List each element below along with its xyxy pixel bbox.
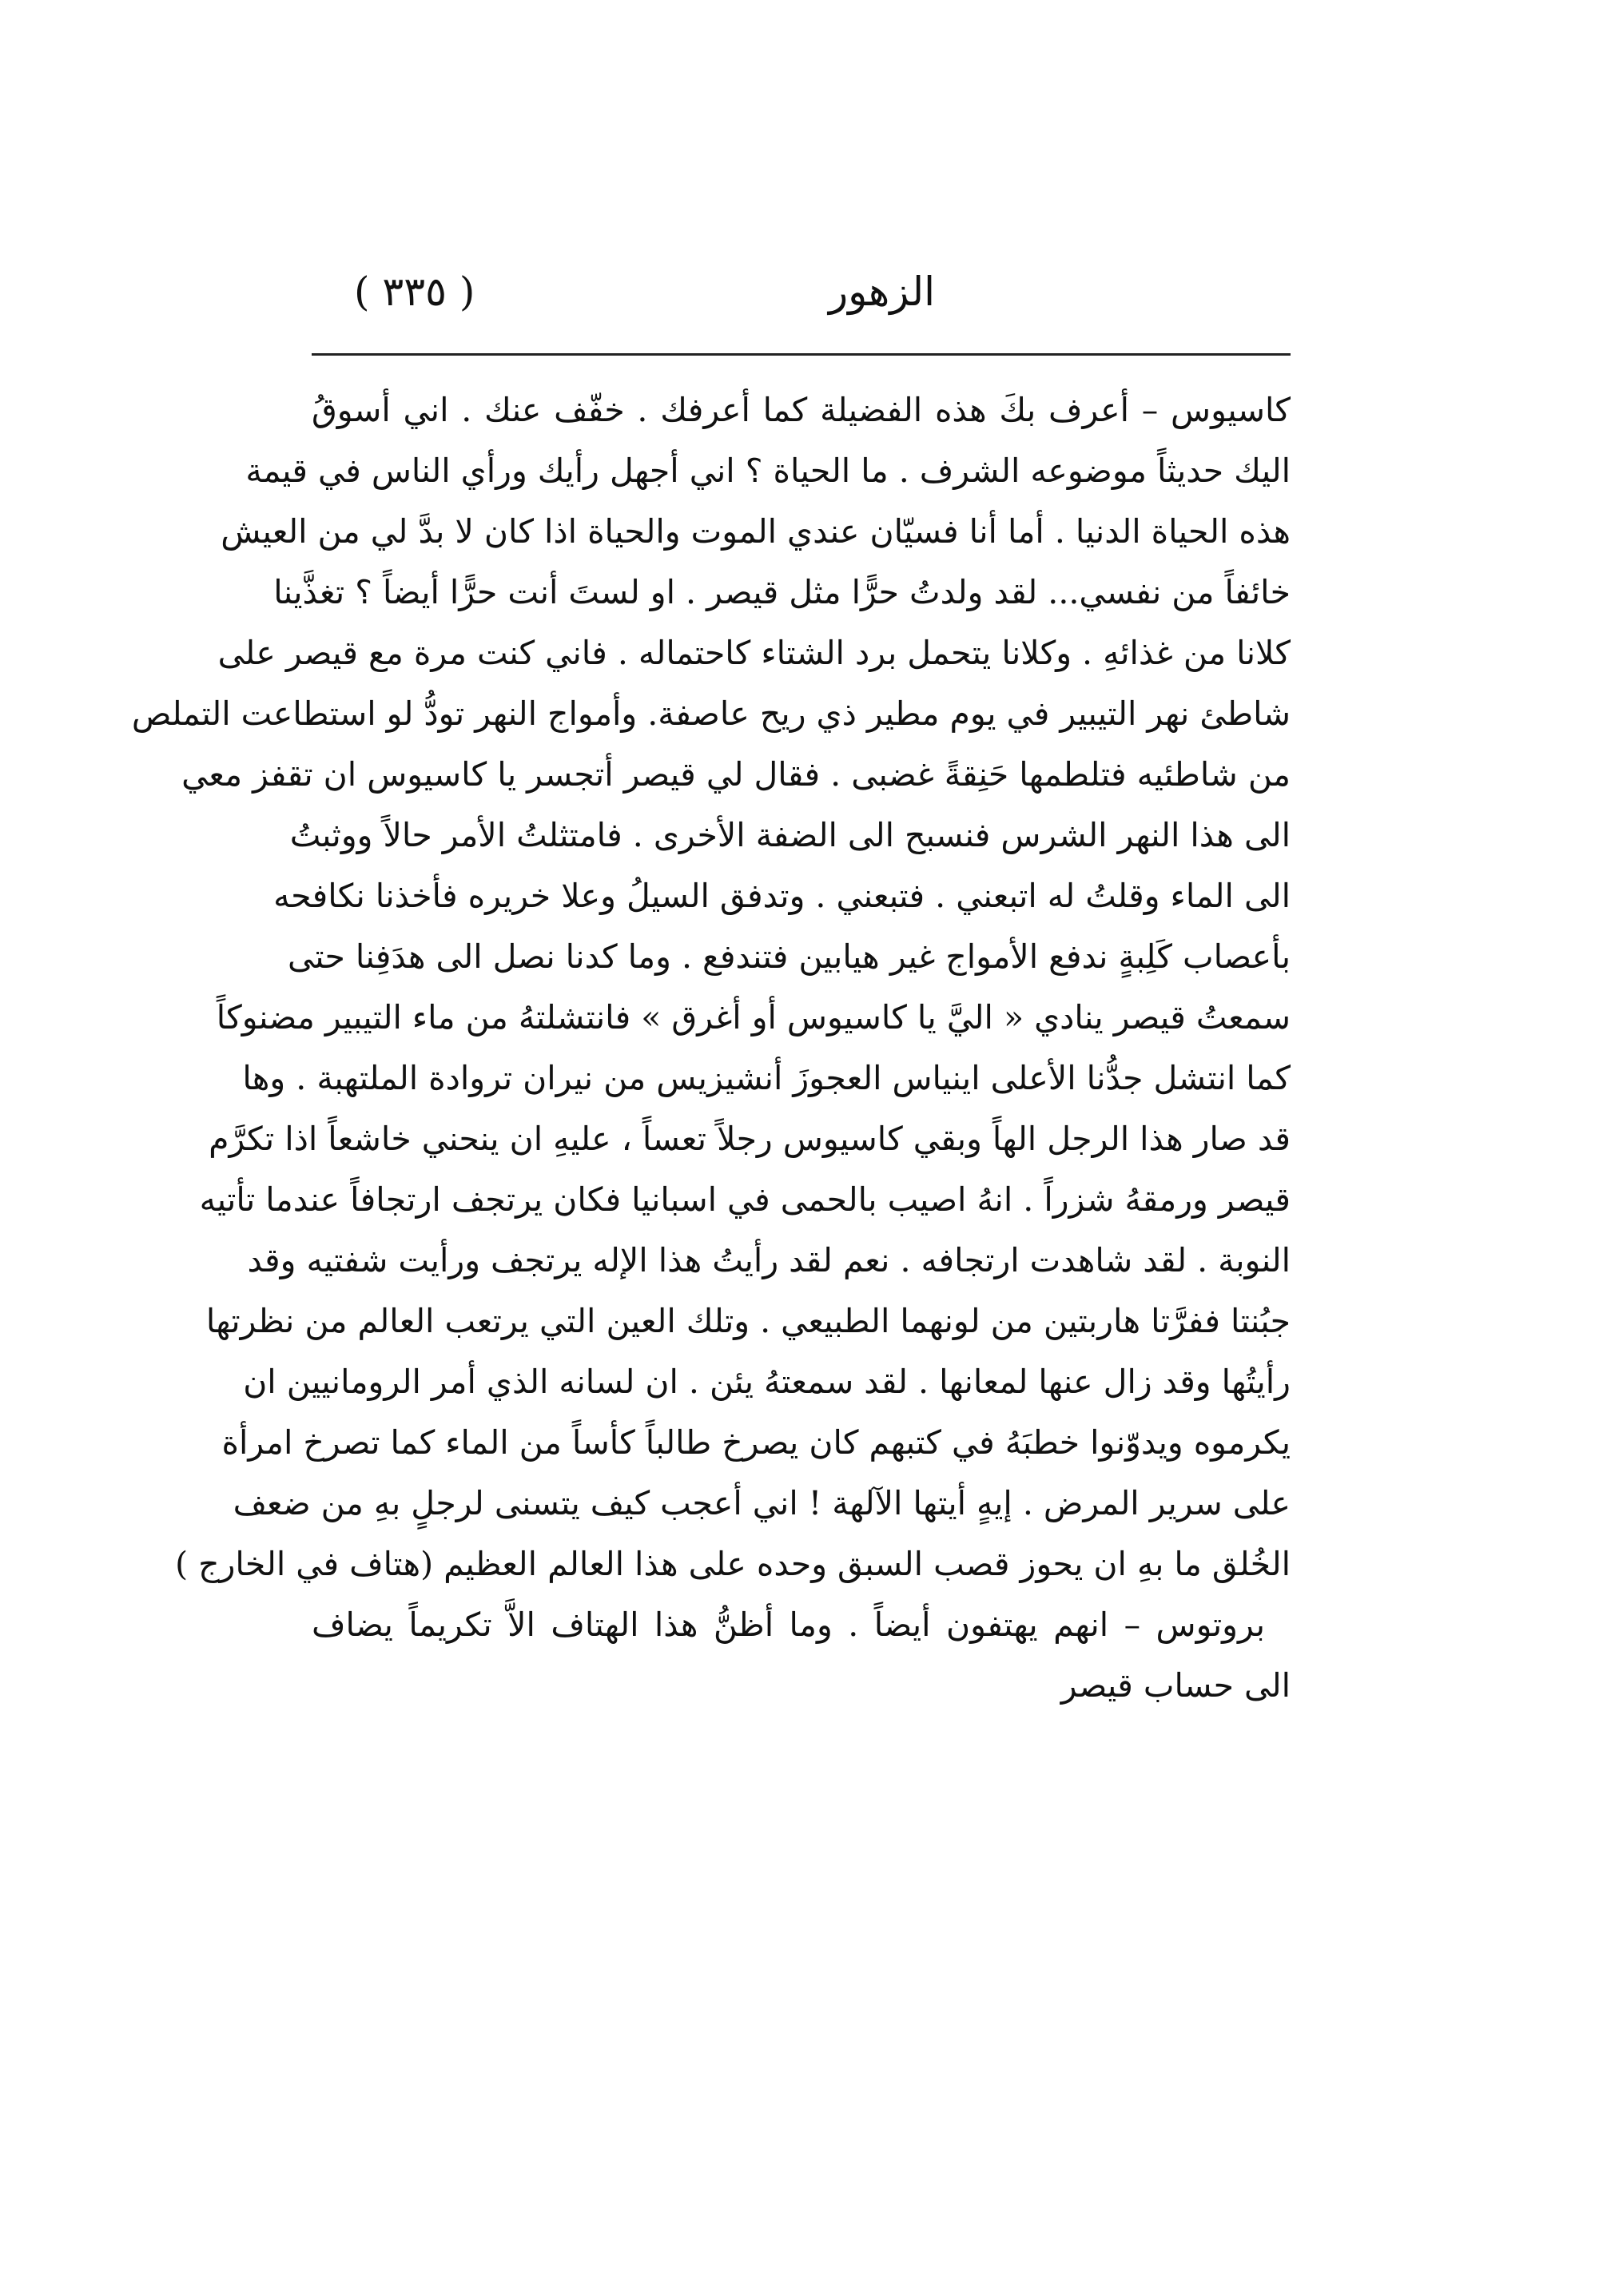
text-line: يكرموه ويدوّنوا خطبَهُ في كتبهم كان يصرخ طالباً كأساً من الماء كما تصرخ امرأة xyxy=(221,1423,1291,1462)
text-line: الخُلق ما بهِ ان يحوز قصب السبق وحده على هذا العالم العظيم (هتاف في الخارج ) xyxy=(175,1545,1291,1583)
text-line: سمعتُ قيصر ينادي « اليَّ يا كاسيوس أو أغرق » فانتشلتهُ من ماء التيبير مضنوكاً xyxy=(216,998,1291,1037)
text-line: بروتوس – انهم يهتفون أيضاً . وما أظنُّ هذا الهتاف الاَّ تكريماً يضاف xyxy=(312,1606,1265,1644)
text-line: الى هذا النهر الشرس فنسبح الى الضفة الأخرى . فامتثلتُ الأمر حالاً ووثبتُ xyxy=(289,816,1291,854)
text-line: من شاطئيه فتلطمها حَنِقةً غضبى . فقال لي قيصر أتجسر يا كاسيوس ان تقفز معي xyxy=(181,755,1291,794)
body-text xyxy=(131,380,1291,1716)
text-line: هذه الحياة الدنيا . أما أنا فسيّان عندي الموت والحياة اذا كان لا بدَّ لي من العيش xyxy=(221,512,1291,551)
text-line: الى حساب قيصر xyxy=(1060,1666,1291,1705)
page-header xyxy=(316,244,1287,340)
text-line: خائفاً من نفسي... لقد ولدتُ حرًّا مثل قيصر . او لستَ أنت حرًّا أيضاً ؟ تغذَّينا xyxy=(273,573,1291,611)
text-line: جبُنتا ففرَّتا هاربتين من لونهما الطبيعي . وتلك العين التي يرتعب العالم من نظرتها xyxy=(205,1302,1291,1340)
text-line: رأيتُها وقد زال عنها لمعانها . لقد سمعتهُ يئن . ان لسانه الذي أمر الرومانيين ان xyxy=(243,1363,1291,1401)
page-title: الزهور xyxy=(828,269,935,315)
text-line: الى الماء وقلتُ له اتبعني . فتبعني . وتدفق السيلُ وعلا خريره فأخذنا نكافحه xyxy=(273,877,1291,915)
text-line: بأعصاب كَلِبةٍ ندفع الأمواج غير هيابين فتندفع . وما كدنا نصل الى هدَفِنا حتى xyxy=(287,937,1291,976)
header-divider xyxy=(312,353,1291,356)
text-line: قيصر ورمقهُ شزراً . انهُ اصيب بالحمى في اسبانيا فكان يرتجف ارتجافاً عندما تأتيه xyxy=(199,1180,1291,1219)
text-line: قد صار هذا الرجل الهاً وبقي كاسيوس رجلاً تعساً ، عليهِ ان ينحني خاشعاً اذا تكرَّم xyxy=(209,1120,1291,1158)
text-line: اليك حديثاً موضوعه الشرف . ما الحياة ؟ اني أجهل رأيك ورأي الناس في قيمة xyxy=(245,452,1291,490)
page-number: ( ٣٣٥ ) xyxy=(354,269,475,315)
text-line: كلانا من غذائهِ . وكلانا يتحمل برد الشتاء كاحتماله . فاني كنت مرة مع قيصر على xyxy=(217,634,1291,672)
text-line: النوبة . لقد شاهدت ارتجافه . نعم لقد رأيتُ هذا الإله يرتجف ورأيت شفتيه وقد xyxy=(247,1241,1291,1279)
text-line: كما انتشل جدُّنا الأعلى اينياس العجوزَ أنشيزيس من نيران تروادة الملتهبة . وها xyxy=(242,1059,1291,1097)
text-line: على سرير المرض . إيهٍ أيتها الآلهة ! اني أعجب كيف يتسنى لرجلٍ بهِ من ضعف xyxy=(233,1484,1291,1522)
text-line: كاسيوس – أعرف بكَ هذه الفضيلة كما أعرفك . خفّف عنك . اني أسوقُ xyxy=(312,391,1291,429)
text-line: شاطئ نهر التيبير في يوم مطير ذي ريح عاصفة. وأمواج النهر تودُّ لو استطاعت التملص xyxy=(131,694,1291,733)
